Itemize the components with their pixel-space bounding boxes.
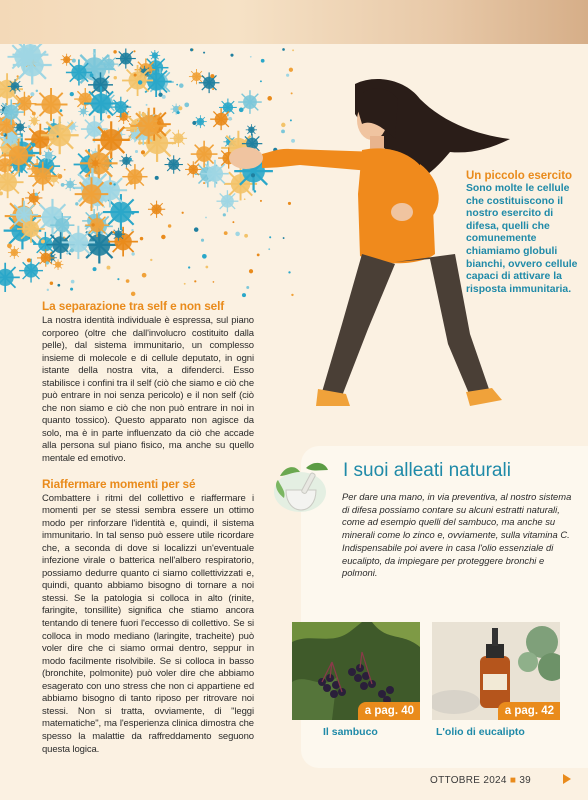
virus-dot <box>267 96 272 101</box>
virus-dot <box>129 181 133 185</box>
page-footer <box>430 775 531 786</box>
virus-dot <box>176 84 178 86</box>
virus-dot <box>27 258 31 262</box>
virus-particle <box>122 164 147 189</box>
section-body-self-non-self: La nostra identità individuale è espressa, sul piano corporeo (oltre che dall'involucro costituito dalla pelle), dal sistema immunitario, un complesso insieme di molecole e di cellule deputato, in ogni istante della nostra vita, a difenderci. Esso stabilisce i confini tra il self (ciò che siamo e ciò che può entrare in noi senza pericolo) e il non self (ciò che non siamo e ciò che non può entrare in noi in quanto tossico). Questo apparato non agisce da solo, ma è in parte influenzato da ciò che accade alla persona sul piano fisico, ma anche su quello mentale ed emotivo. <box>42 315 254 465</box>
mortar-herbs-icon <box>270 458 340 518</box>
virus-dot <box>131 292 136 297</box>
virus-dot <box>157 121 161 125</box>
virus-dot <box>58 174 63 179</box>
virus-dot <box>289 68 293 72</box>
virus-dot <box>131 252 134 255</box>
virus-dot <box>150 259 152 261</box>
virus-particle <box>17 215 45 243</box>
virus-dot <box>291 294 293 296</box>
virus-particle <box>66 59 92 85</box>
virus-particle <box>246 124 257 135</box>
virus-dot <box>244 234 248 238</box>
virus-dot <box>142 112 146 116</box>
page-ref-badge-sambuco: a pag. 40 <box>358 702 420 720</box>
virus-dot <box>292 49 294 51</box>
virus-dot <box>87 176 89 178</box>
virus-particle <box>64 178 77 191</box>
virus-cloud <box>0 44 300 297</box>
virus-particle <box>119 154 133 168</box>
virus-dot <box>113 183 115 185</box>
virus-dot <box>290 119 292 121</box>
virus-dot <box>93 267 97 271</box>
virus-dot <box>15 103 17 105</box>
virus-particle <box>199 72 220 93</box>
virus-dot <box>113 50 116 53</box>
virus-dot <box>257 253 260 256</box>
virus-dot <box>291 92 293 94</box>
virus-dot <box>90 73 94 77</box>
virus-particle <box>14 121 27 134</box>
virus-dot <box>71 280 75 284</box>
virus-dot <box>188 266 190 268</box>
virus-dot <box>161 235 166 240</box>
section-body-riaffermare: Combattere i ritmi del collettivo e riaffermare i momenti per se stessi sembra essere un ottimo modo per rinforzare l'identità e, quindi, il sistema immunitario. In tal senso può essere utile ricordare che, a seconda di dove si localizzi un'eventuale infezione virale o batterica nell'albero respiratorio, possiamo dedurre quanto ci siamo collettivizzati e, quindi, quanto abbiamo bisogno di tornare a noi stessi. Se la patologia si colloca in alto (rinite, faringite, tonsillite) significa che stiamo ancora tentando di tenere fuori l'eccesso di collettivo. Se si colloca in modo mediano (laringite, tracheite) può voler dire che ci siamo ormai dentro, seppur in modo facilmente risolvibile. Se si colloca in basso (bronchite, polmonite) può voler dire che abbiamo esagerato con uno stress che non ci appartiene ed abbiamo bisogno di tanto riposo per ritrovare noi stessi. Non si tratta, ovviamente, di "leggi matematiche", ma l'esperienza clinica dimostra che spesso la malattie da raffreddamento seguono questa logica. <box>42 492 254 755</box>
virus-dot <box>168 224 171 227</box>
virus-dot <box>64 169 66 171</box>
virus-dot <box>70 248 74 252</box>
virus-dot <box>213 281 215 283</box>
virus-dot <box>146 104 148 106</box>
next-page-arrow-icon[interactable] <box>563 774 571 784</box>
virus-dot <box>77 79 79 81</box>
virus-dot <box>177 111 180 114</box>
virus-dot <box>223 213 226 216</box>
virus-dot <box>3 133 5 135</box>
top-photo-band <box>0 0 588 44</box>
virus-particle <box>185 161 201 177</box>
virus-particle <box>37 249 55 267</box>
virus-dot <box>178 106 182 110</box>
photo-eucalipto <box>432 622 560 720</box>
virus-dot <box>182 212 184 214</box>
virus-dot <box>28 125 31 128</box>
virus-dot <box>250 56 252 58</box>
virus-dot <box>246 286 249 289</box>
footer-issue: OTTOBRE 2024 <box>430 775 507 786</box>
virus-dot <box>140 237 143 240</box>
photo-sambuco <box>292 622 420 720</box>
virus-dot <box>135 150 138 153</box>
virus-dot <box>268 248 270 250</box>
virus-dot <box>57 284 60 287</box>
virus-dot <box>249 269 253 273</box>
box-title: I suoi alleati naturali <box>343 460 511 481</box>
virus-dot <box>91 223 94 226</box>
virus-dot <box>212 170 217 175</box>
virus-dot <box>286 74 289 77</box>
caption-title: Un piccolo esercito <box>466 170 573 182</box>
virus-dot <box>7 243 12 248</box>
virus-dot <box>93 52 95 54</box>
virus-dot <box>232 221 234 223</box>
article-column <box>42 300 254 756</box>
virus-dot <box>244 198 246 200</box>
virus-dot <box>194 280 196 282</box>
virus-dot <box>107 266 111 270</box>
section-heading-self-non-self: La separazione tra self e non self <box>42 299 225 313</box>
virus-dot <box>47 289 49 291</box>
caption-text: Sono molte le cellule che costituiscono il nostro esercito di difesa, quelli che comunemente chiamiamo globuli bianchi, ovvero cellule capaci di attivare la risposta immunitaria. <box>466 183 578 295</box>
virus-dot <box>63 237 65 239</box>
virus-dot <box>96 110 98 112</box>
virus-dot <box>155 176 159 180</box>
virus-dot <box>230 54 233 57</box>
virus-dot <box>0 191 3 195</box>
footer-separator: ■ <box>509 775 517 786</box>
virus-dot <box>27 95 30 98</box>
virus-particle <box>122 65 153 96</box>
virus-dot <box>21 100 25 104</box>
virus-dot <box>134 73 137 76</box>
virus-particle <box>75 177 109 211</box>
virus-dot <box>203 52 205 54</box>
virus-dot <box>15 88 17 90</box>
virus-dot <box>184 283 186 285</box>
virus-dot <box>203 182 205 184</box>
virus-dot <box>239 108 244 113</box>
virus-particle <box>149 50 160 61</box>
virus-dot <box>194 227 199 232</box>
virus-dot <box>105 110 108 113</box>
virus-dot <box>138 80 142 84</box>
virus-particle <box>78 106 88 116</box>
virus-dot <box>281 129 285 133</box>
virus-dot <box>281 123 285 127</box>
virus-dot <box>46 261 49 264</box>
virus-dot <box>17 75 19 77</box>
virus-particle <box>148 201 165 218</box>
virus-dot <box>57 135 59 137</box>
virus-dot <box>142 273 147 278</box>
virus-particle <box>108 227 138 257</box>
virus-dot <box>107 115 110 118</box>
virus-dot <box>126 105 128 107</box>
virus-dot <box>235 232 240 237</box>
virus-dot <box>282 48 285 51</box>
virus-dot <box>141 150 145 154</box>
virus-dot <box>179 83 184 88</box>
virus-dot <box>288 271 290 273</box>
virus-dot <box>202 254 207 259</box>
virus-dot <box>70 92 74 96</box>
virus-dot <box>260 200 262 202</box>
virus-dot <box>78 100 80 102</box>
virus-dot <box>260 80 262 82</box>
virus-particle <box>41 116 79 154</box>
virus-dot <box>192 121 196 125</box>
virus-dot <box>117 278 119 280</box>
virus-particle <box>84 86 118 120</box>
virus-particle <box>165 155 183 173</box>
virus-dot <box>224 231 228 235</box>
virus-dot <box>184 102 189 107</box>
virus-dot <box>131 211 134 214</box>
virus-particle <box>50 213 74 237</box>
virus-dot <box>212 88 214 90</box>
virus-dot <box>254 190 257 193</box>
virus-dot <box>131 229 133 231</box>
virus-dot <box>114 76 117 79</box>
virus-dot <box>36 90 38 92</box>
virus-dot <box>50 282 53 285</box>
virus-dot <box>59 109 62 112</box>
virus-dot <box>251 173 255 177</box>
virus-dot <box>118 65 120 67</box>
virus-dot <box>72 59 76 63</box>
virus-dot <box>19 233 23 237</box>
virus-particle <box>85 213 109 237</box>
virus-dot <box>210 74 214 78</box>
section-heading-riaffermare: Riaffermare momenti per sé <box>42 476 196 491</box>
virus-dot <box>205 266 208 269</box>
virus-dot <box>261 59 265 63</box>
virus-dot <box>70 288 73 291</box>
virus-particle <box>8 79 23 94</box>
virus-dot <box>129 158 132 161</box>
virus-dot <box>38 198 40 200</box>
caption-eucalipto: L'olio di eucalipto <box>436 726 525 738</box>
virus-dot <box>31 143 35 147</box>
virus-dot <box>75 202 78 205</box>
virus-dot <box>41 240 45 244</box>
virus-particle <box>170 130 187 147</box>
virus-particle <box>112 228 125 241</box>
virus-dot <box>162 95 166 99</box>
virus-dot <box>228 117 232 121</box>
virus-dot <box>126 279 130 283</box>
virus-dot <box>201 239 204 242</box>
virus-particle <box>131 108 167 144</box>
virus-particle <box>53 259 64 270</box>
virus-particle <box>28 162 57 191</box>
virus-dot <box>32 112 36 116</box>
footer-page-number: 39 <box>519 775 532 786</box>
virus-dot <box>35 193 38 196</box>
virus-particle <box>191 141 218 168</box>
virus-dot <box>190 48 193 51</box>
virus-dot <box>291 139 295 143</box>
virus-dot <box>269 236 271 238</box>
virus-dot <box>109 182 112 185</box>
caption-sambuco: Il sambuco <box>323 726 378 738</box>
page-ref-badge-eucalipto: a pag. 42 <box>498 702 560 720</box>
caption-un-piccolo-esercito <box>466 170 578 296</box>
virus-dot <box>288 202 291 205</box>
virus-particle <box>90 158 101 169</box>
virus-particle <box>19 259 43 283</box>
virus-dot <box>61 183 65 187</box>
virus-dot <box>33 121 37 125</box>
virus-particle <box>216 190 238 212</box>
virus-particle <box>189 69 204 84</box>
virus-dot <box>242 293 246 297</box>
virus-dot <box>133 50 135 52</box>
virus-dot <box>30 92 34 96</box>
virus-particle <box>35 88 68 121</box>
virus-particle <box>0 263 20 292</box>
virus-particle <box>42 149 55 162</box>
box-text: Per dare una mano, in via preventiva, al nostro sistema di difesa possiamo contare su alcuni estratti naturali, come ad esempio quelli del sambuco, ma anche su minerali come lo zinco e, ovviamente, sulla vitamina C. Indispensabile poi avere in casa l'olio essenziale di eucalipto, da impiegare per proteggere bronchi e polmoni. <box>342 491 572 579</box>
virus-dot <box>205 217 207 219</box>
virus-dot <box>283 237 285 239</box>
